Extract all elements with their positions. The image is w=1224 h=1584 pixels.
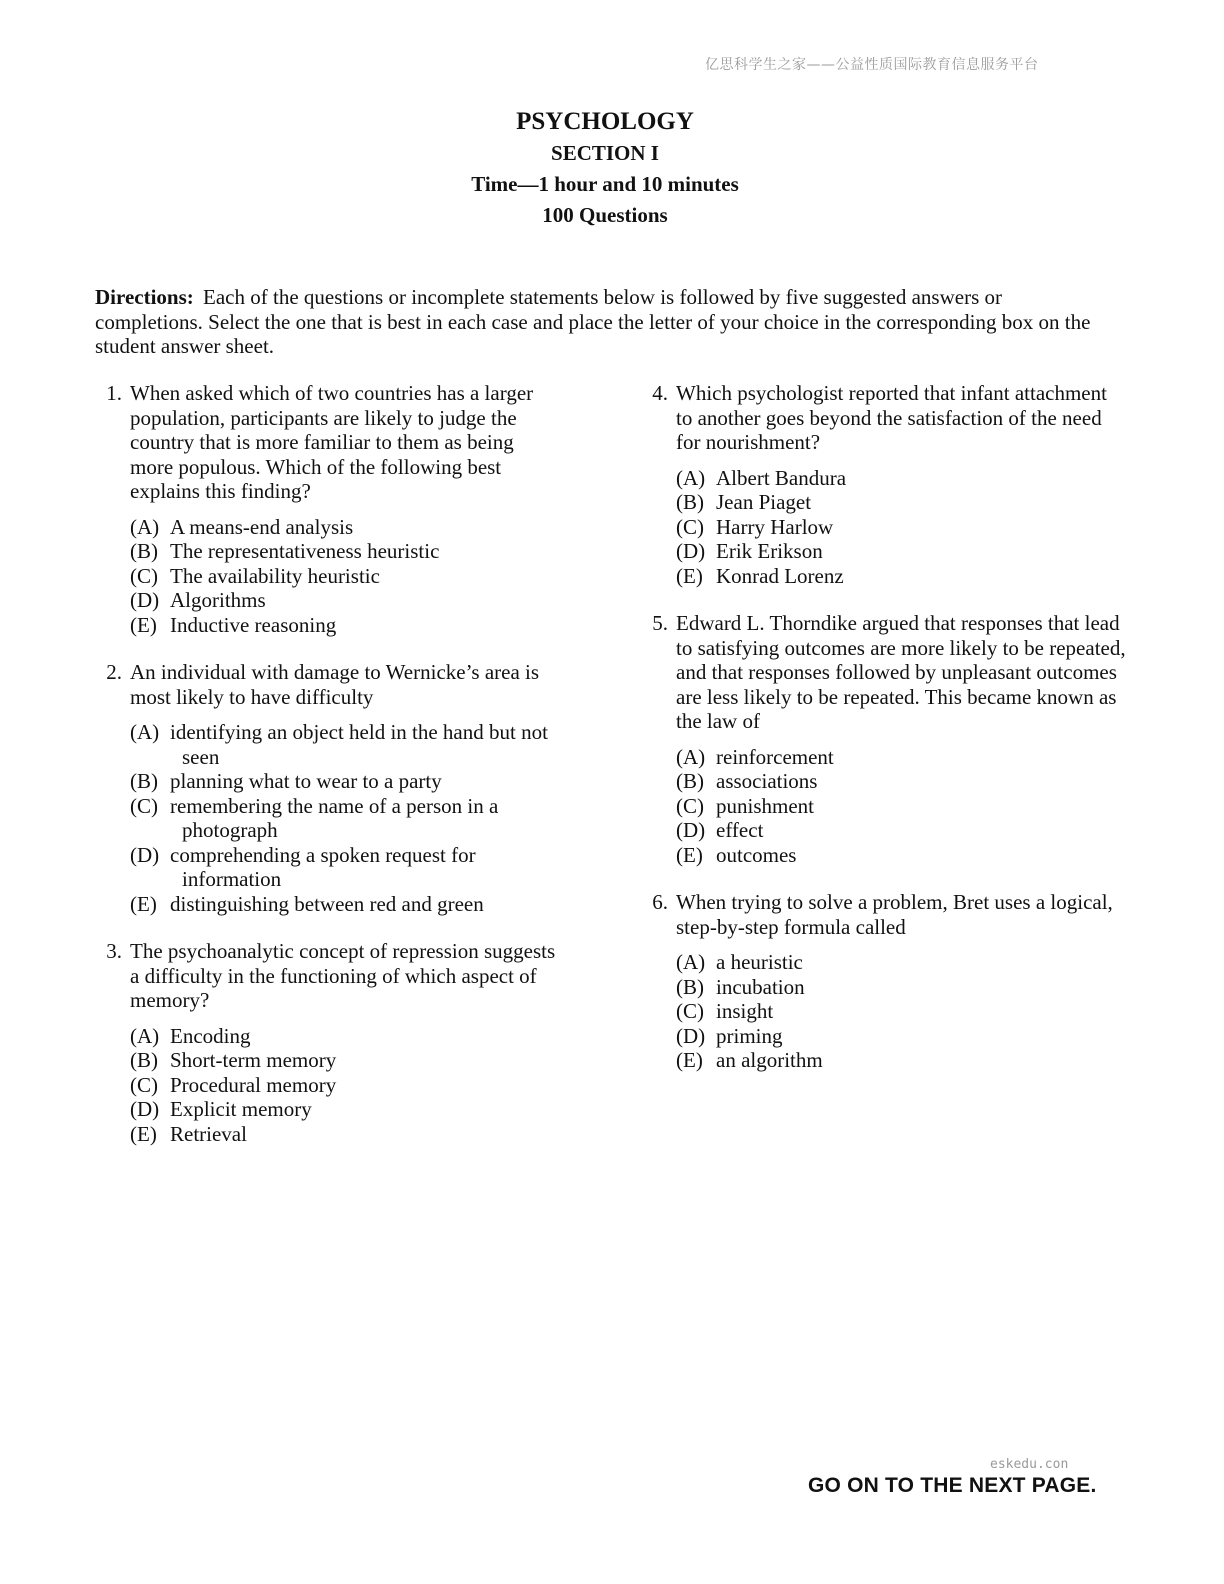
option-b	[676, 975, 1126, 1000]
option-e	[676, 1048, 1126, 1073]
question-number: 3.	[106, 939, 122, 963]
question-count: 100 Questions	[542, 203, 668, 227]
option-d	[130, 588, 560, 613]
question-stem: Which psychologist reported that infant attachment to another goes beyond the satisfaction of the need for nourishment?	[676, 381, 1107, 454]
option-b	[130, 769, 560, 794]
option-letter: (C)	[676, 793, 704, 818]
directions-label: Directions:	[95, 285, 194, 309]
option-d	[130, 843, 560, 892]
option-b	[676, 490, 1126, 515]
question-5	[646, 611, 1126, 867]
question-4	[646, 381, 1126, 588]
option-letter: (E)	[130, 1121, 157, 1146]
option-letter: (A)	[130, 514, 160, 539]
question-stem: When trying to solve a problem, Bret uses a logical, step-by-step formula called	[676, 890, 1113, 939]
question-6	[646, 890, 1126, 1073]
option-text: insight	[716, 999, 774, 1023]
option-c	[130, 1073, 560, 1098]
right-column	[646, 381, 1126, 1096]
option-letter: (A)	[676, 465, 706, 490]
question-stem: The psychoanalytic concept of repression suggests a difficulty in the functioning of which aspect of memory?	[130, 939, 556, 1012]
option-text: comprehending a spoken request for information	[170, 842, 476, 891]
question-number: 5.	[652, 611, 668, 635]
option-text: Procedural memory	[170, 1072, 337, 1097]
option-letter: (E)	[130, 612, 157, 637]
time-limit: Time—1 hour and 10 minutes	[471, 172, 739, 196]
option-c	[130, 564, 560, 589]
next-page-notice: GO ON TO THE NEXT PAGE.	[808, 1474, 1097, 1497]
option-a	[676, 950, 1126, 975]
option-letter: (E)	[676, 1048, 703, 1072]
option-text: a heuristic	[716, 950, 803, 974]
option-e	[676, 843, 1126, 868]
option-text: Retrieval	[170, 1121, 247, 1146]
option-letter: (A)	[676, 744, 706, 769]
option-d	[676, 818, 1126, 843]
option-text: Erik Erikson	[716, 539, 823, 563]
option-a	[130, 1024, 560, 1049]
option-text: identifying an object held in the hand but not seen	[170, 720, 548, 769]
option-text: punishment	[716, 793, 814, 818]
option-letter: (C)	[130, 793, 158, 818]
question-number: 1.	[106, 381, 122, 405]
option-a	[676, 466, 1126, 491]
question-stem: Edward L. Thorndike argued that responses that lead to satisfying outcomes are more likely to be repeated, and that responses followed by unpleasant outcomes are less likely to be repeated. This became known as the law of	[676, 611, 1126, 733]
directions	[95, 285, 1115, 359]
option-letter: (A)	[676, 950, 706, 974]
option-text: reinforcement	[716, 744, 834, 769]
question-2	[100, 660, 560, 916]
option-a	[130, 515, 560, 540]
option-c	[676, 515, 1126, 540]
option-letter: (D)	[676, 539, 706, 563]
option-text: The availability heuristic	[170, 563, 380, 588]
option-b	[130, 1048, 560, 1073]
option-c	[676, 999, 1126, 1024]
question-1	[100, 381, 560, 637]
section-label: SECTION I	[551, 141, 659, 165]
option-c	[676, 794, 1126, 819]
option-e	[130, 892, 560, 917]
option-text: distinguishing between red and green	[170, 891, 484, 916]
option-d	[130, 1097, 560, 1122]
option-letter: (D)	[130, 588, 160, 612]
option-letter: (E)	[130, 891, 157, 916]
option-b	[130, 539, 560, 564]
option-letter: (B)	[130, 769, 158, 793]
directions-text: Each of the questions or incomplete statements below is followed by five suggested answers or completions. Select the one that is best in each case and place the letter of your choice in the corresponding box on the student answer sheet.	[95, 285, 1091, 358]
option-letter: (C)	[676, 999, 704, 1023]
option-letter: (D)	[130, 1097, 160, 1121]
option-letter: (D)	[130, 842, 160, 867]
option-text: incubation	[716, 974, 805, 999]
option-letter: (A)	[130, 720, 160, 744]
option-text: Jean Piaget	[716, 490, 812, 514]
option-text: Konrad Lorenz	[716, 563, 844, 588]
watermark-text: 亿思科学生之家——公益性质国际教育信息服务平台	[705, 57, 1039, 73]
option-letter: (C)	[130, 563, 158, 588]
option-d	[676, 1024, 1126, 1049]
option-d	[676, 539, 1126, 564]
option-letter: (B)	[676, 769, 704, 793]
option-text: Encoding	[170, 1023, 251, 1048]
option-letter: (A)	[130, 1023, 160, 1048]
option-letter: (C)	[676, 514, 704, 539]
option-text: The representativeness heuristic	[170, 539, 440, 563]
option-letter: (E)	[676, 842, 703, 867]
option-text: Inductive reasoning	[170, 612, 337, 637]
question-stem: When asked which of two countries has a larger population, participants are likely to judge the country that is more familiar to them as being more populous. Which of the following best explains this finding?	[130, 381, 534, 503]
page-title: PSYCHOLOGY	[516, 108, 694, 135]
option-text: outcomes	[716, 842, 797, 867]
option-text: Harry Harlow	[716, 514, 834, 539]
option-text: A means-end analysis	[170, 514, 354, 539]
option-e	[130, 613, 560, 638]
question-number: 2.	[106, 660, 122, 684]
option-letter: (D)	[676, 1023, 706, 1048]
site-watermark: eskedu.con	[990, 1457, 1069, 1472]
option-letter: (E)	[676, 563, 703, 588]
option-b	[676, 769, 1126, 794]
option-e	[676, 564, 1126, 589]
option-letter: (B)	[676, 974, 704, 999]
question-3	[100, 939, 560, 1146]
option-letter: (B)	[676, 490, 704, 514]
question-stem: An individual with damage to Wernicke’s area is most likely to have difficulty	[130, 660, 540, 709]
option-text: planning what to wear to a party	[170, 769, 442, 793]
option-text: an algorithm	[716, 1048, 823, 1072]
left-column	[100, 381, 560, 1169]
option-text: Albert Bandura	[716, 465, 847, 490]
option-text: priming	[716, 1023, 783, 1048]
option-e	[130, 1122, 560, 1147]
option-letter: (B)	[130, 539, 158, 563]
option-c	[130, 794, 560, 843]
section-header	[0, 106, 1210, 231]
option-letter: (C)	[130, 1072, 158, 1097]
option-a	[676, 745, 1126, 770]
option-text: remembering the name of a person in a photograph	[170, 793, 499, 842]
option-a	[130, 720, 560, 769]
option-letter: (D)	[676, 818, 706, 842]
option-letter: (B)	[130, 1048, 158, 1072]
option-text: effect	[716, 818, 764, 842]
option-text: Explicit memory	[170, 1097, 312, 1121]
question-number: 4.	[652, 381, 668, 405]
question-number: 6.	[652, 890, 668, 914]
option-text: associations	[716, 769, 818, 793]
option-text: Algorithms	[170, 588, 266, 612]
option-text: Short-term memory	[170, 1048, 337, 1072]
